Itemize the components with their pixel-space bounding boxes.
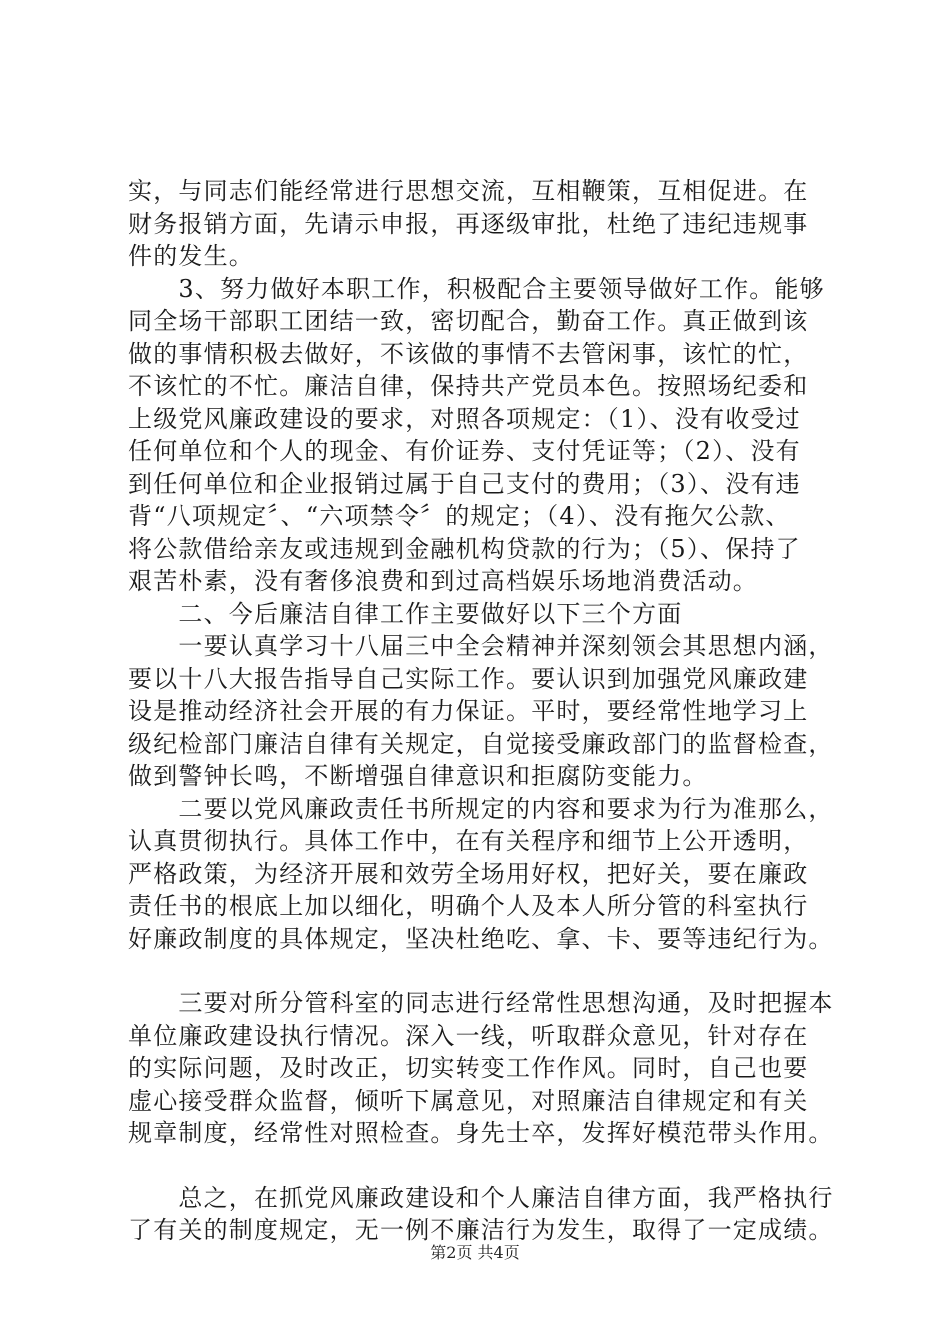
text-line: 上级党风廉政建设的要求，对照各项规定：（1）、没有收受过 — [128, 404, 801, 433]
text-line: 设是推动经济社会开展的有力保证。平时，要经常性地学习上 — [128, 697, 809, 725]
text-line: 艰苦朴素，没有奢侈浪费和到过高档娱乐场地消费活动。 — [128, 567, 758, 595]
text-line: 实，与同志们能经常进行思想交流，互相鞭策，互相促进。在 — [128, 177, 809, 205]
text-line: 件的发生。 — [128, 242, 254, 270]
page-number-footer: 第2页 共4页 — [430, 1243, 520, 1262]
text-line: 3、努力做好本职工作，积极配合主要领导做好工作。能够 — [128, 274, 825, 303]
text-line: 财务报销方面，先请示申报，再逐级审批，杜绝了违纪违规事 — [128, 209, 809, 238]
section-heading: 二、今后廉洁自律工作主要做好以下三个方面 — [128, 599, 683, 628]
text-line: 三要对所分管科室的同志进行经常性思想沟通，及时把握本 — [128, 989, 834, 1017]
text-line: 将公款借给亲友或违规到金融机构贷款的行为；（5）、保持了 — [128, 534, 801, 563]
text-line: 不该忙的不忙。廉洁自律，保持共产党员本色。按照场纪委和 — [128, 372, 809, 400]
text-line: 一要认真学习十八届三中全会精神并深刻领会其思想内涵， — [128, 632, 834, 660]
text-line: 级纪检部门廉洁自律有关规定，自觉接受廉政部门的监督检查， — [128, 729, 834, 758]
paragraph-gap — [128, 955, 844, 987]
text-line: 同全场干部职工团结一致，密切配合，勤奋工作。真正做到该 — [128, 307, 809, 335]
text-line: 严格政策，为经济开展和效劳全场用好权，把好关，要在廉政 — [128, 859, 809, 888]
text-line: 二要以党风廉政责任书所规定的内容和要求为行为准那么， — [128, 794, 834, 823]
text-line: 的实际问题，及时改正，切实转变工作作风。同时，自己也要 — [128, 1054, 809, 1082]
text-line: 单位廉政建设执行情况。深入一线，听取群众意见，针对存在 — [128, 1021, 809, 1050]
text-line: 做到警钟长鸣，不断增强自律意识和拒腐防变能力。 — [128, 762, 708, 790]
text-line: 背“八项规定〞、“六项禁令〞的规定；（4）、没有拖欠公款、 — [128, 502, 791, 530]
paragraph-gap — [128, 1150, 844, 1182]
text-line: 了有关的制度规定，无一例不廉洁行为发生，取得了一定成绩。 — [128, 1216, 834, 1244]
text-line: 虚心接受群众监督，倾听下属意见，对照廉洁自律规定和有关 — [128, 1086, 809, 1115]
text-line: 总之，在抓党风廉政建设和个人廉洁自律方面，我严格执行 — [128, 1183, 834, 1212]
text-line: 责任书的根底上加以细化，明确个人及本人所分管的科室执行 — [128, 892, 809, 920]
text-line: 认真贯彻执行。具体工作中，在有关程序和细节上公开透明， — [128, 827, 809, 855]
text-line: 要以十八大报告指导自己实际工作。要认识到加强党风廉政建 — [128, 664, 809, 693]
text-line: 规章制度，经常性对照检查。身先士卒，发挥好模范带头作用。 — [128, 1119, 834, 1147]
text-line: 做的事情积极去做好，不该做的事情不去管闲事，该忙的忙， — [128, 339, 809, 368]
text-line: 到任何单位和企业报销过属于自己支付的费用；（3）、没有违 — [128, 469, 801, 498]
document-body — [128, 175, 844, 1247]
text-line: 好廉政制度的具体规定，坚决杜绝吃、拿、卡、要等违纪行为。 — [128, 924, 834, 953]
text-line: 任何单位和个人的现金、有价证券、支付凭证等；（2）、没有 — [128, 437, 801, 465]
